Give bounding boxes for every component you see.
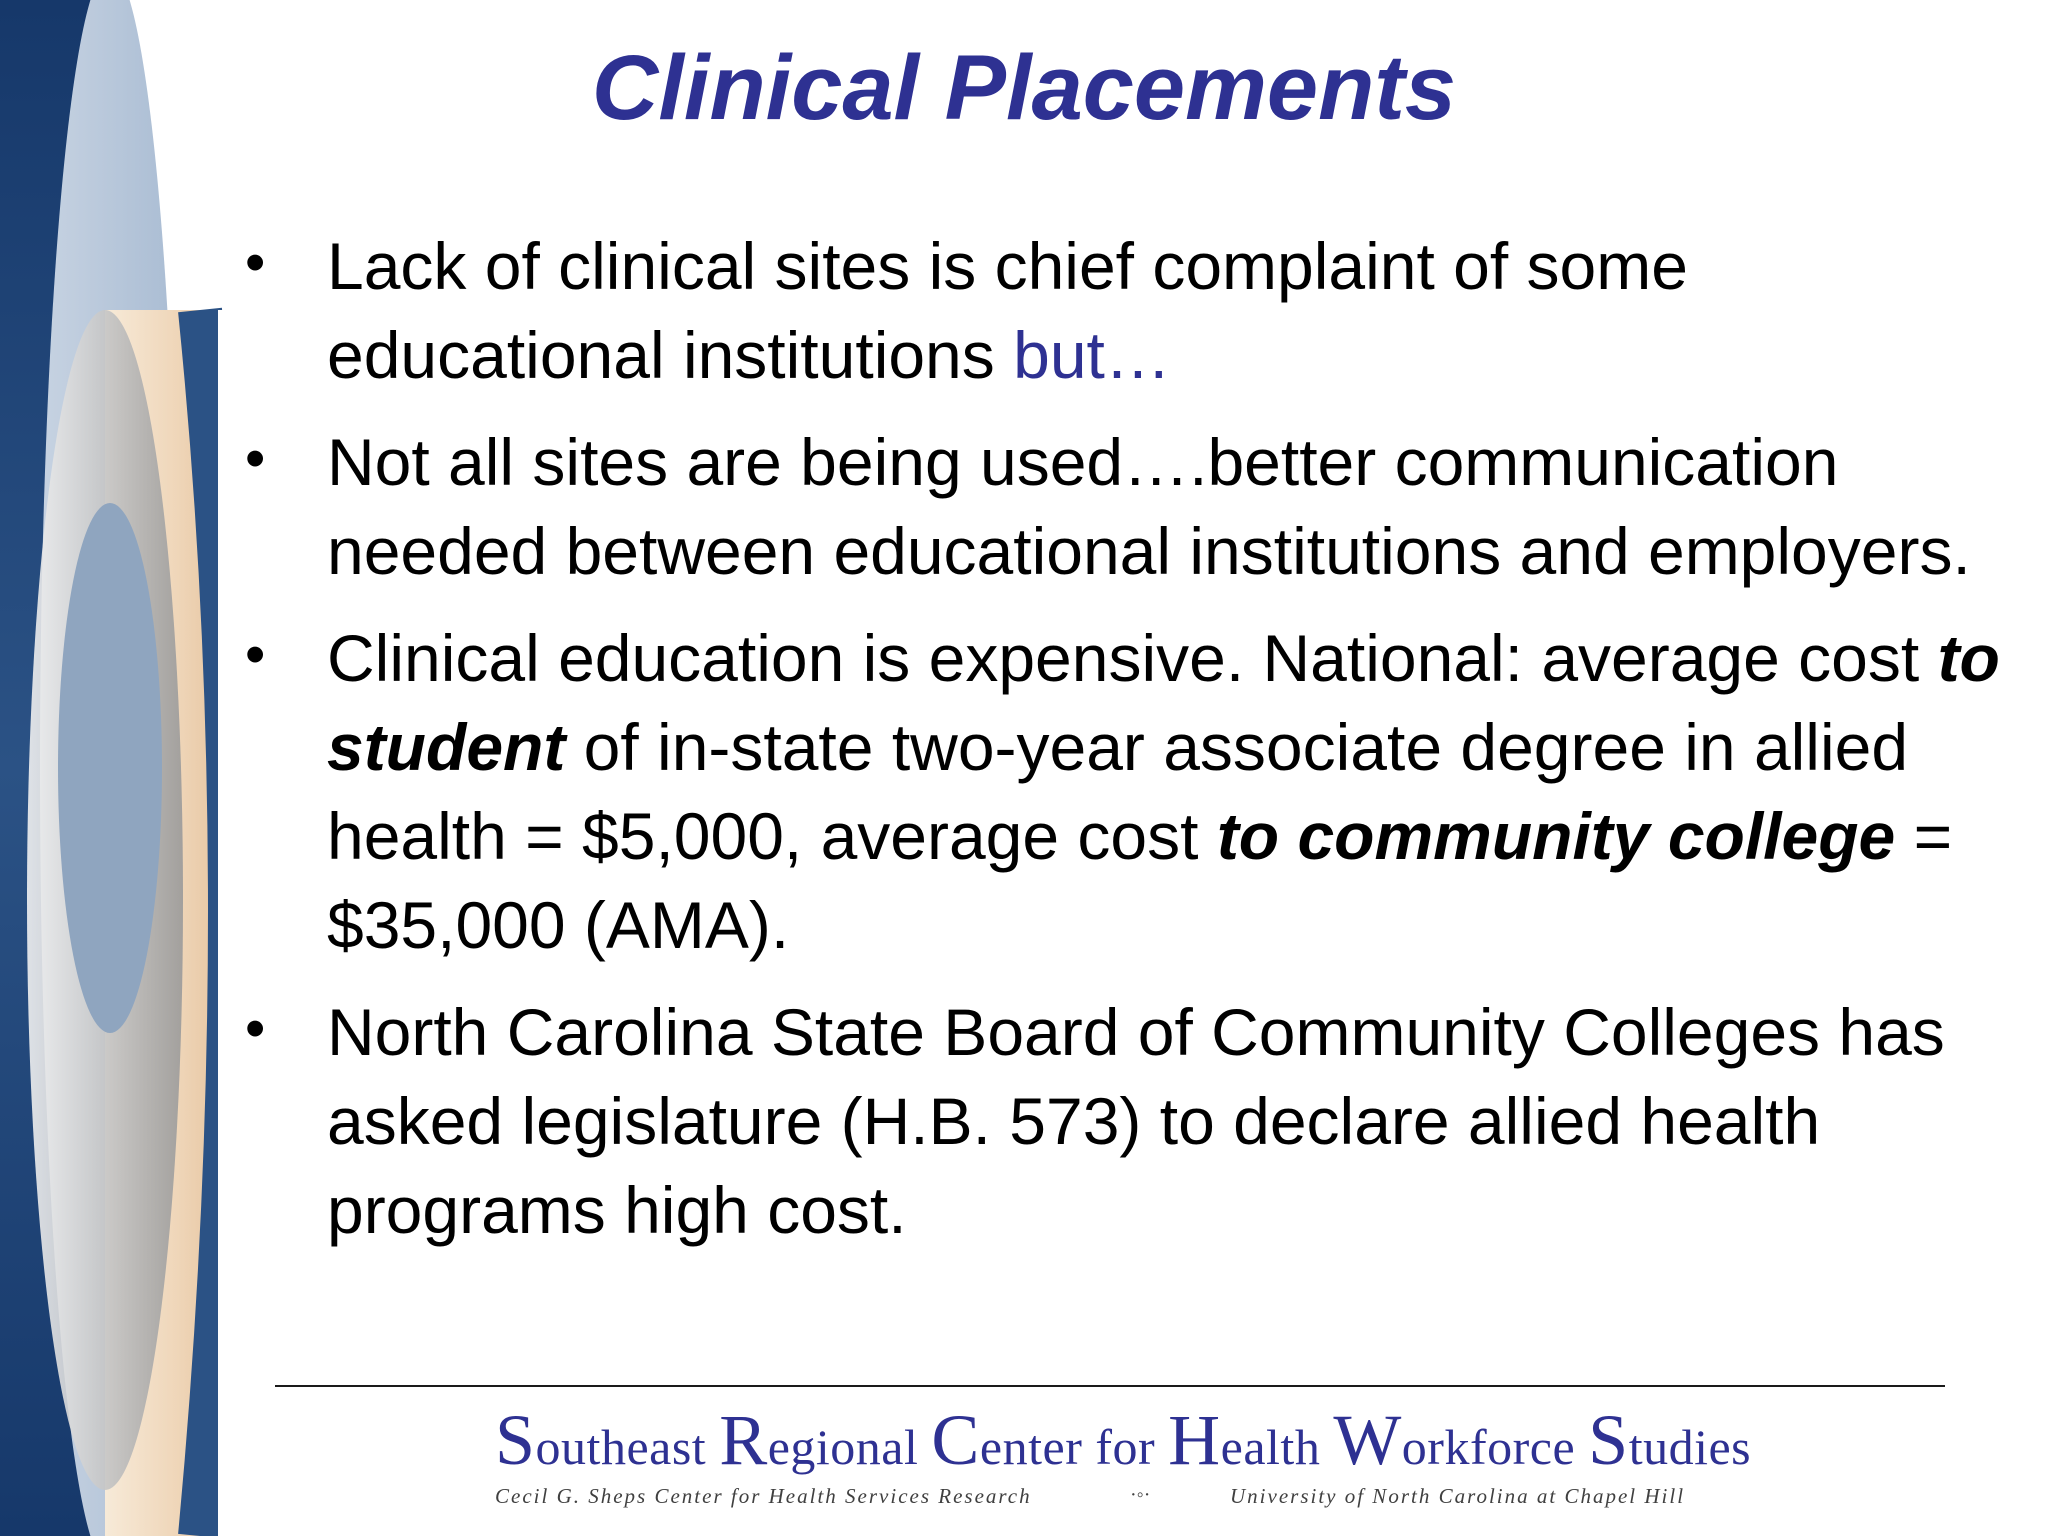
bullet-text: = $35,000 (AMA). [327,799,1953,962]
bullet-item [245,614,2035,970]
bullet-icon: • [245,426,266,491]
bullet-text: North Carolina State Board of Community Colleges has asked legislature (H.B. 573) to declare allied health programs high cost. [327,995,1945,1247]
bullet-text: Lack of clinical sites is chief complaint of some educational institutions [327,229,1688,392]
bullet-icon: • [245,622,266,687]
bullet-text: Not all sites are being used….better communication needed between educational institutions and employers. [327,425,1971,588]
bullet-list [245,222,2035,1273]
bullet-item [245,988,2035,1255]
bullet-text: Clinical education is expensive. National: average cost [327,621,1938,695]
logo-wordmark: Southeast Regional Center for Health Workforce Studies [495,1400,1752,1480]
bullet-item [245,418,2035,596]
decorative-side-graphic [0,0,240,1536]
footer-divider [275,1385,1945,1387]
bullet-icon: • [245,230,266,295]
slide-title: Clinical Placements [591,37,1457,139]
bullet-emphasis-text: to student [327,621,2000,784]
bullet-accent-text: but… [1013,318,1171,392]
footer-logo [495,1400,1805,1515]
logo-subtitle-left: Cecil G. Sheps Center for Health Services Research [495,1484,1032,1508]
logo-separator-icon: ·◦· [1130,1484,1151,1506]
bullet-item [245,222,2035,400]
bullet-text: of in-state two-year associate degree in allied health = $5,000, average cost [327,710,1909,873]
bullet-emphasis-text: to community college [1216,799,1896,873]
bullet-icon: • [245,996,266,1061]
logo-subtitle-right: University of North Carolina at Chapel Hill [1230,1484,1686,1508]
